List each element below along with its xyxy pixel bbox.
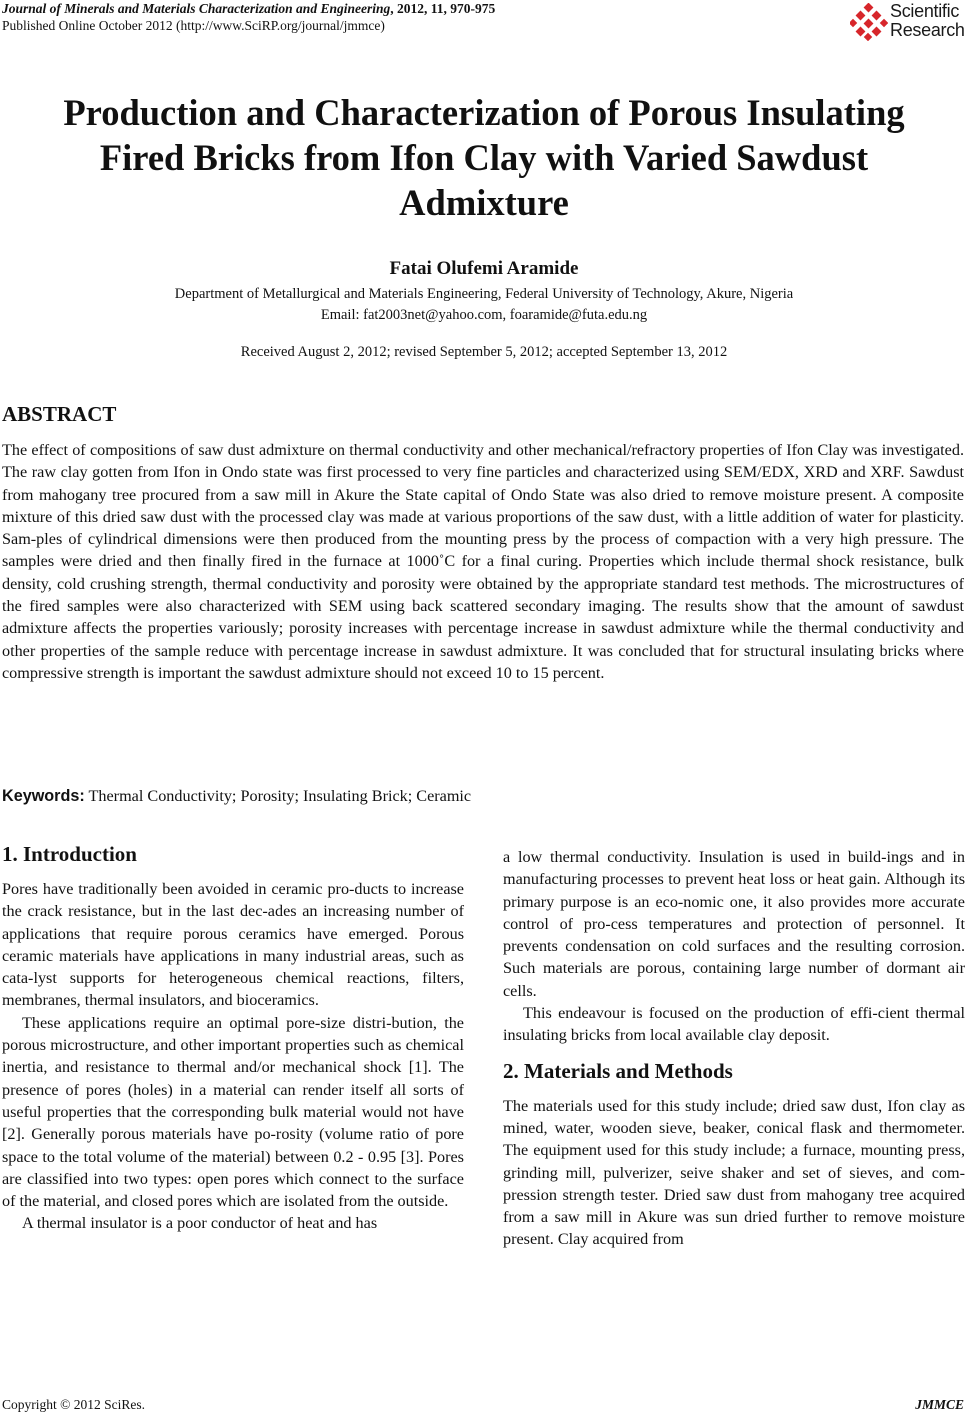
section-heading-introduction: 1. Introduction [2,842,137,866]
abstract-text: The effect of compositions of saw dust admixture on thermal conductivity and other mechanical/refractory properties of Ifon Clay was investigated. The raw clay gotten from Ifon in Ondo state was first processed to very fine particles and characterized using SEM/EDX, XRD and XRF. Sawdust from mahogany tree procured from a saw mill in Akure the State capital of Ondo State was also dried to remove moisture present. A composite mixture of this dried saw dust with the processed clay was made at various proportions of the saw dust, with a little addition of water for plasticity. Sam-ples of cylindrical dimensions were then produced from the mounting press by the process of compaction with a very high pressure. The samples were dried and then finally fired in the furnace at 1000˚C for a final curing. Properties which include thermal shock resistance, bulk density, cold crushing strength, thermal conductivity and porosity were obtained by the appropriate standard test methods. The microstructures of the fired samples were also characterized with SEM using back scattered secondary imaging. The results show that the amount of sawdust admixture affects the properties variously; porosity increases with percentage increase in sawdust admixture while the thermal conductivity and other properties of the sample reduce with percentage increase in sawdust admixture. It was concluded that for structural insulating bricks where compressive strength is important the sawdust admixture should not exceed 10 to 15 percent. [2,441,964,682]
footer-journal-abbr: JMMCE [915,1397,964,1412]
section-heading-materials-methods: 2. Materials and Methods [503,1058,733,1083]
intro-paragraph-3: A thermal insulator is a poor conductor of heat and has [22,1214,378,1233]
published-online-line: Published Online October 2012 (http://www.SciRP.org/journal/jmmce) [2,18,385,33]
affiliation: Department of Metallurgical and Materials Engineering, Federal University of Technology, Akure, Nigeria [174,286,794,302]
paper-title [0,90,968,225]
intro-paragraph-4: This endeavour is focused on the production of effi-cient thermal insulating bricks from local available clay deposit. [503,1004,965,1045]
footer-copyright: Copyright © 2012 SciRes. [2,1397,146,1412]
scirp-mark-icon [850,3,888,41]
author-name: Fatai Olufemi Aramide [389,258,579,279]
intro-paragraph-2: These applications require an optimal pore-size distri-bution, the porous microstructure, and other important properties such as chemical inertia, and resistance to thermal and/or mechanical shock [1]. The presence of pores (holes) in a material can render itself all sorts of useful properties that the corresponding bulk material would not have [2]. Generally porous materials have po-rosity (volume ratio of pore space to the total volume of the material) between 0.2 - 0.95 [3]. Pores are classified into two types: open pores which connect to the surface of the material, and closed pores which are isolated from the outside. [2,1013,464,1211]
author-email: Email: fat2003net@yahoo.com, foaramide@futa.edu.ng [320,307,648,323]
intro-paragraph-1: Pores have traditionally been avoided in ceramic pro-ducts to increase the crack resistance, but in the last dec-ades an increasing number of applications that require porous ceramics have emerged. Porous ceramic materials have applications in many industrial areas, such as cata-lyst supports for heterogeneous chemical reactions, filters, membranes, thermal insulators, and bioceramics. [2,880,464,1010]
keywords-line [2,787,471,806]
logo-line-2: Research [890,20,965,40]
paper-title-text: Production and Characterization of Porous Insulating Fired Bricks from Ifon Clay with Varied Sawdust Admixture [63,92,905,223]
journal-citation-line [2,0,822,17]
keywords-label: Keywords: [2,787,85,805]
journal-volume-pages: , 2012, 11, 970-975 [390,1,496,16]
journal-name: Journal of Minerals and Materials Characterization and Engineering [2,1,391,16]
logo-line-1: Scientific [890,1,960,21]
journal-header [2,0,822,34]
logo-wordmark [890,2,965,40]
scientific-research-logo [850,1,968,41]
abstract-heading: ABSTRACT [2,402,117,426]
right-column [503,846,965,1251]
received-dates: Received August 2, 2012; revised September 5, 2012; accepted September 13, 2012 [240,344,728,360]
left-column [2,840,464,1235]
methods-paragraph-1: The materials used for this study include; dried saw dust, Ifon clay as mined, water, wooden sieve, beaker, conical flask and thermometer. The equipment used for this study include; a furnace, mounting press, grinding mill, pulverizer, seive shaker and set of sieves, and com-pression strength tester. Dried saw dust from mahogany tree acquired from a saw mill in Akure was sun dried further to remove moisture present. Clay acquired from [503,1096,965,1249]
keywords-list: Thermal Conductivity; Porosity; Insulating Brick; Ceramic [84,787,472,805]
intro-paragraph-3-continued: a low thermal conductivity. Insulation is used in build-ings and in manufacturing processes to prevent heat loss or heat gain. Although its primary purpose is an eco-nomic one, it also provides more accurate control of pro-cess temperatures and protection of personnel. It prevents condensation on cold surfaces and the resulting corrosion. Such materials are porous, containing large number of dormant air cells. [503,848,965,1000]
author-affiliation-block [0,284,968,326]
